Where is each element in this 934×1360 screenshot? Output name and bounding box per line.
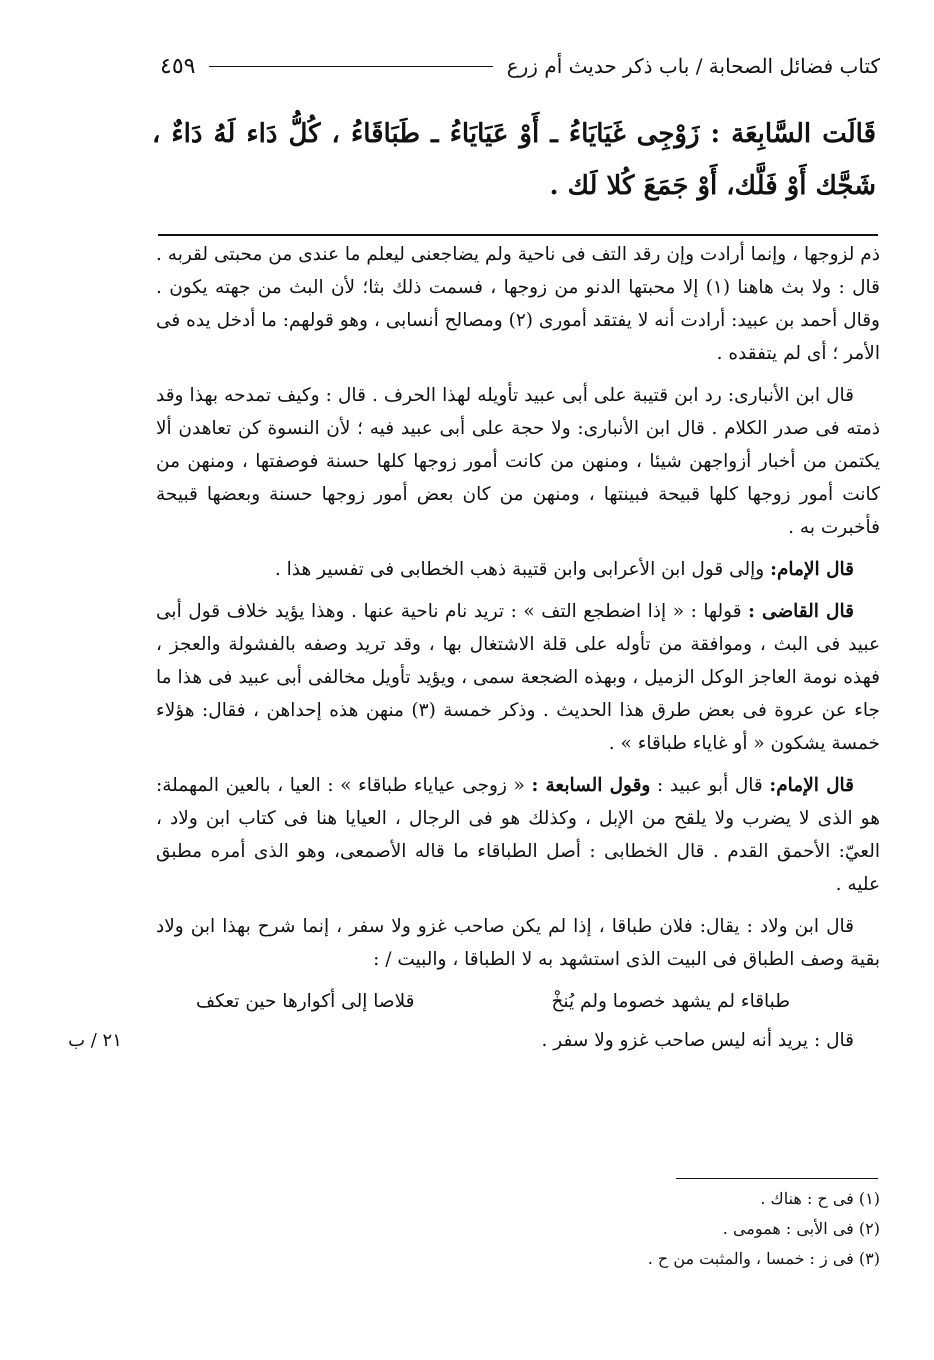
hadith-divider [158,234,878,236]
footnotes [460,1184,880,1274]
verse-first-hemistich: طباقاء لم يشهد خصوما ولم يُنخْ [551,991,790,1012]
paragraph-5-text-b: « زوجى عياياء طباقاء » : العيا ، بالعين المهملة: هو الذى لا يضرب ولا يلقح من الإبل ، وكذلك هو فى الرجال ، العيايا هنا فى كتاب ابن ولاد ، العيّ: الأحمق القدم . قال الخطابى : أصل الطباقاء ما قاله الأصمعى، وهو الذى أمره مطبق عليه . [156,775,880,895]
header-rule [209,66,492,67]
running-title: كتاب فضائل الصحابة / باب ذكر حديث أم زرع [506,54,880,78]
manuscript-folio-marker: ٢١ / ب [68,1030,122,1051]
paragraph-2: قال ابن الأنبارى: رد ابن قتيبة على أبى عبيد تأويله لهذا الحرف . قال : وكيف تمدحه بهذا وقد ذمته فى صدر الكلام . قال ابن الأنبارى: ولا حجة على أبى عبيد فيه ؛ لأن النسوة كن تعاهدن ألا يكتمن من أخبار أزواجهن شيئا ، ومنهن من كانت أمور زوجها كلها حسنة فوصفتها ، ومنهن من كانت أمور زوجها كلها قبيحة فبينتها ، ومنهن من كان بعض أمور زوجها حسنة وبعضها قبيحة فأخبرت به . [156,385,880,538]
paragraph-5 [156,769,880,901]
paragraph-6: قال ابن ولاد : يقال: فلان طباقا ، إذا لم يكن صاحب غزو ولا سفر ، إنما شرح بهذا ابن ولاد بقية وصف الطباق فى البيت الذى استشهد به لا الطباقا ، والبيت / : [156,916,880,970]
speaker-label: قال الإمام: [769,775,855,796]
speaker-label: قال الإمام: [770,559,854,580]
paragraph-3 [156,553,880,586]
paragraph-7: قال : يريد أنه ليس صاحب غزو ولا سفر . [541,1030,854,1051]
quote-label: وقول السابعة : [531,775,651,796]
footnote: (٣) فى ز : خمسا ، والمثبت من ح . [647,1249,880,1268]
paragraph-5-text-a: قال أبو عبيد : [657,775,763,796]
speaker-label: قال القاضى : [748,601,854,622]
paragraph-4-text: قولها : « إذا اضطجع التف » : تريد نام ناحية عنها . وهذا يؤيد خلاف قول أبى عبيد فى البث ، وموافقة من تأوله على قلة الاشتغال بها ، وقد تريد وصفه بالفشولة والعجز ، فهذه نومة العاجز الوكل الزميل ، وبهذه الضجعة سمى ، ويؤيد تأويل مخالفى أبى عبيد فى هذا ما جاء عن عروة فى بعض طرق هذا الحديث . وذكر خمسة (٣) منهن هذه إحداهن ، فقال: هؤلاء خمسة يشكون « أو غاياء طباقاء » . [156,601,880,754]
verse-second-hemistich: قلاصا إلى أكوارها حين تعكف [196,991,415,1012]
paragraph-1: ذم لزوجها ، وإنما أرادت وإن رقد التف فى ناحية ولم يضاجعنى ليعلم ما عندى من محبتى لقربه . قال : ولا بث هاهنا (١) إلا محبتها الدنو من زوجها ، فسمت ذلك بثا؛ لأن البث من جهته يكون . وقال أحمد بن عبيد: أرادت أنه لا يفتقد أمورى (٢) ومصالح أنسابى ، وهو قولهم: ما أدخل يده فى الأمر ؛ أى لم يتفقده . [156,244,880,364]
running-header [160,48,880,84]
page-number: ٤٥٩ [160,53,196,79]
footnote: (١) فى ح : هناك . [760,1189,880,1208]
paragraph-3-text: وإلى قول ابن الأعرابى وابن قتيبة ذهب الخطابى فى تفسير هذا . [274,559,765,580]
paragraph-4 [156,595,880,760]
hadith-text: قَالَت السَّابِعَة : زَوْجِى غَيَايَاءُ ـ أَوْ عَيَايَاءُ ـ طَبَاقَاءُ ، كُلُّ دَاء لَهُ دَاءٌ ، شَجَّك أَوْ فَلَّك، أَوْ جَمَعَ كُلا لَك . [152,119,876,201]
poetry-verse [156,985,880,1018]
footnote-rule [676,1178,878,1179]
footnote: (٢) فى الأبى : همومى . [722,1219,880,1238]
commentary-body [156,238,880,1066]
